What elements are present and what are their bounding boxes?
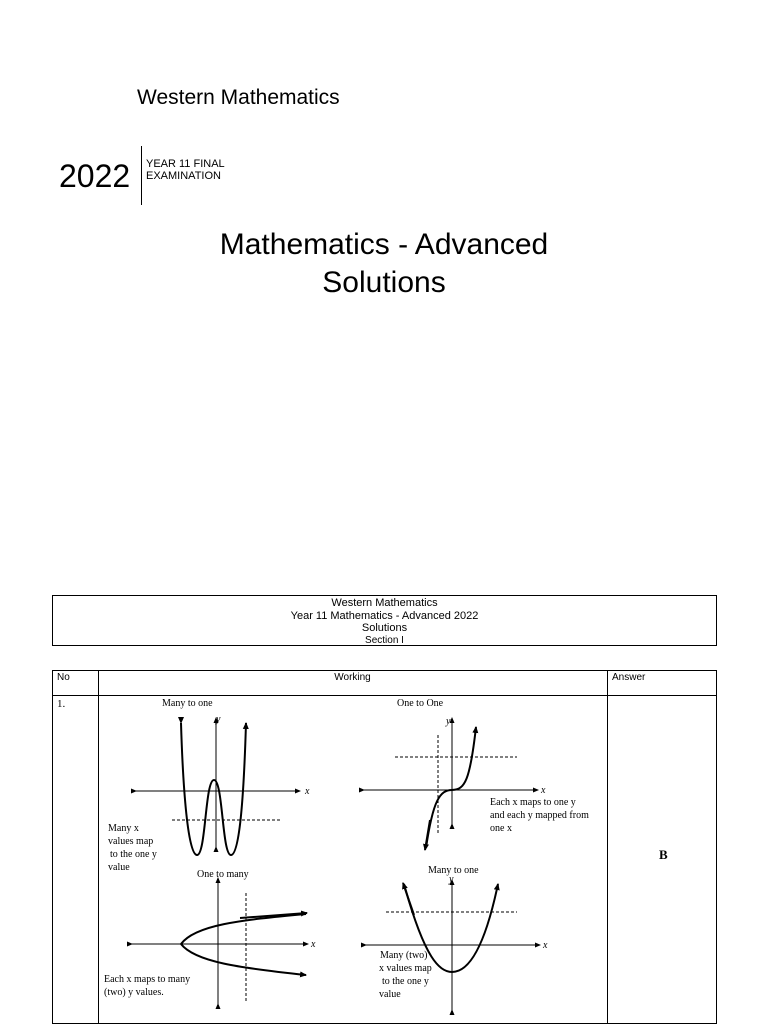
exam-type-line1: YEAR 11 FINAL xyxy=(146,158,225,170)
y-axis-label: y xyxy=(216,714,221,725)
col-header-no: No xyxy=(57,672,70,683)
graph3-title: One to many xyxy=(197,869,249,880)
graph2-title: One to One xyxy=(397,698,444,709)
col-header-working: Working xyxy=(334,672,371,683)
graph-one-to-many xyxy=(104,869,316,1004)
title-line2: Solutions xyxy=(322,266,446,299)
y-axis-label: y xyxy=(446,716,451,727)
col-header-answer: Answer xyxy=(612,672,646,683)
header-line2: Year 11 Mathematics - Advanced 2022 xyxy=(290,609,479,622)
graph4-title: Many to one xyxy=(428,865,479,876)
graph4-note: Many (two) x values map to the one y value xyxy=(379,950,432,1000)
graph1-title: Many to one xyxy=(162,698,213,709)
header-line3: Solutions xyxy=(361,622,408,634)
x-axis-label: x xyxy=(311,939,316,950)
header-line4: Section I xyxy=(365,634,404,646)
x-axis-label: x xyxy=(541,785,546,796)
curve xyxy=(426,727,476,848)
x-axis-label: x xyxy=(305,786,310,797)
graph1-note: Many x values map to the one y value xyxy=(108,823,157,873)
y-axis-label: y xyxy=(449,874,454,885)
header-line1: Western Mathematics xyxy=(331,597,438,609)
answer-value: B xyxy=(659,847,668,862)
graph-one-to-one xyxy=(364,698,591,850)
graph-many-to-one-1 xyxy=(108,698,310,873)
curve-lower xyxy=(181,944,306,975)
x-axis-label: x xyxy=(543,940,548,951)
graph-many-to-one-2 xyxy=(366,865,548,1010)
exam-type-line2: EXAMINATION xyxy=(146,170,221,182)
curve xyxy=(181,723,246,855)
school-name: Western Mathematics xyxy=(137,86,340,109)
graph3-note: Each x maps to many (two) y values. xyxy=(104,974,191,998)
title-line1: Mathematics - Advanced xyxy=(219,228,549,261)
row-number: 1. xyxy=(57,698,66,710)
graph2-note: Each x maps to one y and each y mapped from one x xyxy=(490,797,589,834)
exam-year: 2022 xyxy=(59,158,131,194)
